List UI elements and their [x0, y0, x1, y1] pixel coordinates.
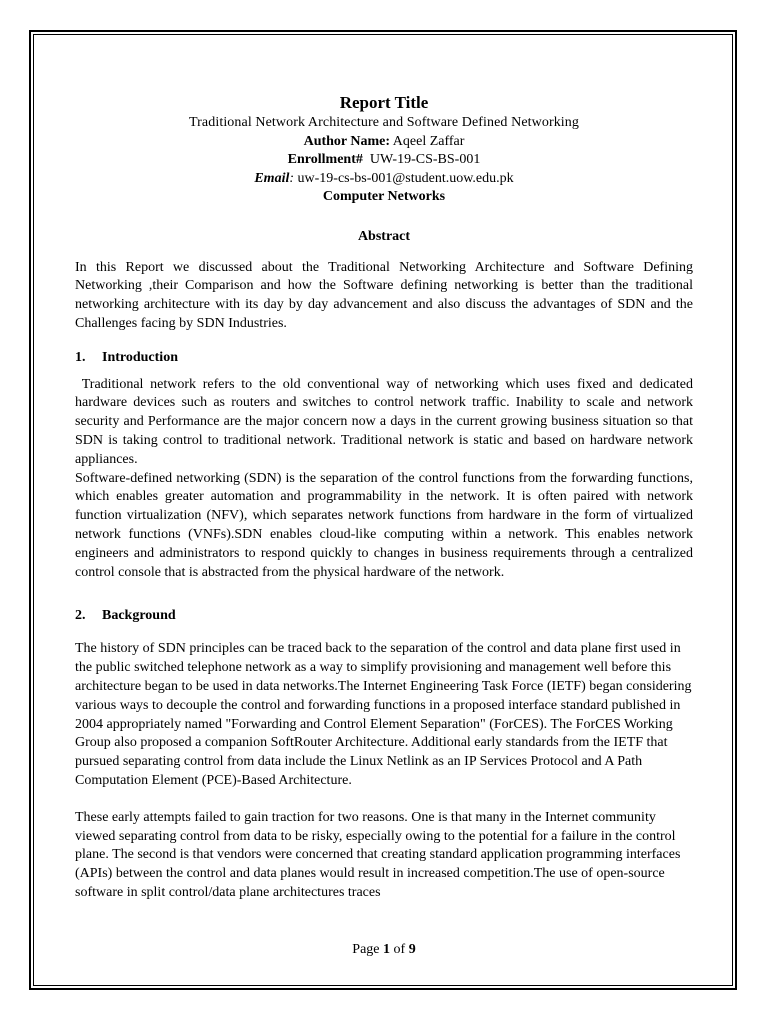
report-header: [75, 92, 693, 207]
document-body: [75, 92, 697, 903]
author-name: Aqeel Zaffar: [392, 133, 465, 149]
email-address: uw-19-cs-bs-001@student.uow.edu.pk: [297, 170, 514, 186]
introduction-paragraph-1: Traditional network refers to the old conventional way of networking which uses fixed and dedicated hardware devices such as routers and switches to control network traffic. Inability to scale and network security and Performance are the major concern now a days in the current growing business situation so that SDN is taking control to traditional network. Traditional network is static and based on hardware network appliances.: [75, 376, 697, 467]
section-heading-introduction: [75, 349, 693, 367]
enrollment-line: [75, 151, 693, 170]
section-heading-background: [75, 607, 693, 625]
report-title: Report Title: [339, 93, 429, 112]
current-page: 1: [383, 942, 391, 957]
section-title: Background: [102, 608, 176, 624]
email-label: Email: [254, 170, 290, 186]
section-number: 1.: [75, 349, 86, 365]
author-label: Author Name:: [303, 133, 391, 149]
abstract-heading: Abstract: [357, 228, 411, 244]
course-name: Computer Networks: [322, 189, 446, 204]
page-word: Page: [352, 942, 380, 957]
page-number-footer: [0, 942, 768, 958]
email-line: Email: uw-19-cs-bs-001@student.uow.edu.pk: [254, 170, 514, 186]
enrollment-number: UW-19-CS-BS-001: [369, 152, 481, 167]
abstract-text: In this Report we discussed about the Traditional Networking Architecture and Software Defining Networking ,their Comparison and how the Software defining networking is better than the traditional networking architecture with its day by day advancement and also discuss the advantages of SDN and the Challenges facing by SDN Industries.: [75, 259, 693, 331]
background-paragraph-1: The history of SDN principles can be traced back to the separation of the control and data plane first used in the public switched telephone network as a way to simplify provisioning and management well before this architecture began to be used in data networks.The Internet Engineering Task Force (IETF) began considering various ways to decouple the control and forwarding functions in a proposed interface standard published in 2004 appropriately named "Forwarding and Control Element Separation" (ForCES). The ForCES Working Group also proposed a companion SoftRouter Architecture. Additional early standards from the IETF that pursued separating control from data include the Linux Netlink as an IP Services Protocol and A Path Computation Element (PCE)-Based Architecture.: [75, 641, 692, 789]
introduction-paragraph-2: Software-defined networking (SDN) is the separation of the control functions from the forwarding functions, which enables greater automation and programmability in the network. It is often paired with network function virtualization (NFV), which separates network functions from hardware in the form of virtualized network functions (VNFs).SDN enables cloud-like computing within a network. This enables network engineers and administrators to respond quickly to changes in business requirements through a centralized control console that is abstracted from the physical hardware of the network.: [75, 470, 693, 580]
section-title: Introduction: [102, 349, 178, 365]
report-subtitle: Traditional Network Architecture and Software Defined Networking: [189, 115, 579, 130]
section-number: 2.: [75, 608, 86, 624]
of-word: of: [393, 942, 406, 957]
total-pages: 9: [408, 942, 416, 957]
author-line: [75, 133, 693, 152]
background-paragraph-2: These early attempts failed to gain traction for two reasons. One is that many in the Internet community viewed separating control from data to be risky, especially owing to the potential for a failure in the control plane. The second is that vendors were concerned that creating standard application programming interfaces (APIs) between the control and data planes would result in increased competition.The use of open-source software in split control/data plane architectures traces: [75, 809, 681, 901]
enrollment-label: Enrollment#: [287, 152, 363, 167]
